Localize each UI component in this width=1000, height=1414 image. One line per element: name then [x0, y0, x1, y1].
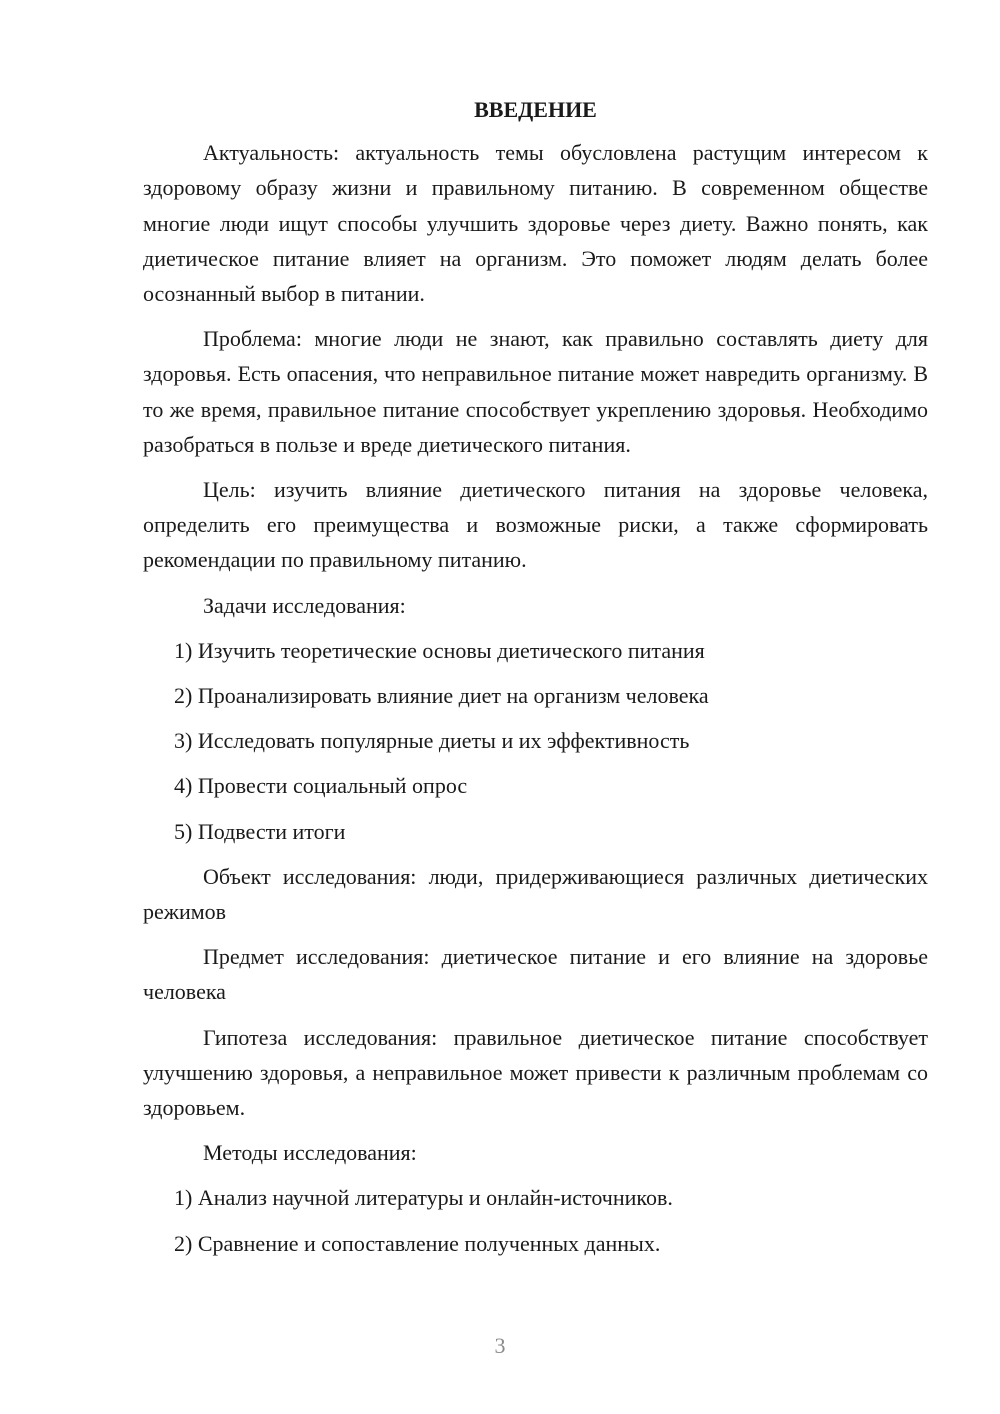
- method-item: 2) Сравнение и сопоставление полученных данных.: [174, 1230, 661, 1256]
- paragraph-problem: Проблема: многие люди не знают, как правильно составлять диету для здоровья. Есть опасения, что неправильное питание может навредить организму. В то же время, правильное питание способствует укреплению здоровья. Необходимо разобраться в пользе и вреде диетического питания.: [143, 326, 928, 457]
- paragraph-subject: Предмет исследования: диетическое питание и его влияние на здоровье человека: [143, 944, 928, 1005]
- task-item: 2) Проанализировать влияние диет на организм человека: [174, 683, 709, 709]
- paragraph-object: Объект исследования: люди, придерживающиеся различных диетических режимов: [143, 863, 928, 925]
- tasks-title: Задачи исследования:: [203, 592, 406, 618]
- section-heading: ВВЕДЕНИЕ: [474, 97, 597, 122]
- methods-title: Методы исследования:: [203, 1140, 417, 1166]
- paragraph-goal: Цель: изучить влияние диетического питания на здоровье человека, определить его преимущества и возможные риски, а также сформировать рекомендации по правильному питанию.: [143, 477, 928, 573]
- document-page: [143, 92, 928, 1271]
- method-item: 1) Анализ научной литературы и онлайн-источников.: [174, 1185, 673, 1211]
- task-item: 3) Исследовать популярные диеты и их эффективность: [174, 728, 690, 754]
- task-item: 5) Подвести итоги: [174, 818, 346, 844]
- paragraph-hypothesis: Гипотеза исследования: правильное диетическое питание способствует улучшению здоровья, а неправильное может привести к различным проблемам со здоровьем.: [143, 1024, 928, 1121]
- paragraph-relevance: Актуальность: актуальность темы обусловлена растущим интересом к здоровому образу жизни и правильному питанию. В современном обществе многие люди ищут способы улучшить здоровье через диету. Важно понять, как диетическое питание влияет на организм. Это поможет людям делать более осознанный выбор в питании.: [143, 140, 928, 307]
- task-item: 4) Провести социальный опрос: [174, 773, 468, 799]
- task-item: 1) Изучить теоретические основы диетического питания: [174, 637, 705, 663]
- page-number: 3: [494, 1333, 506, 1358]
